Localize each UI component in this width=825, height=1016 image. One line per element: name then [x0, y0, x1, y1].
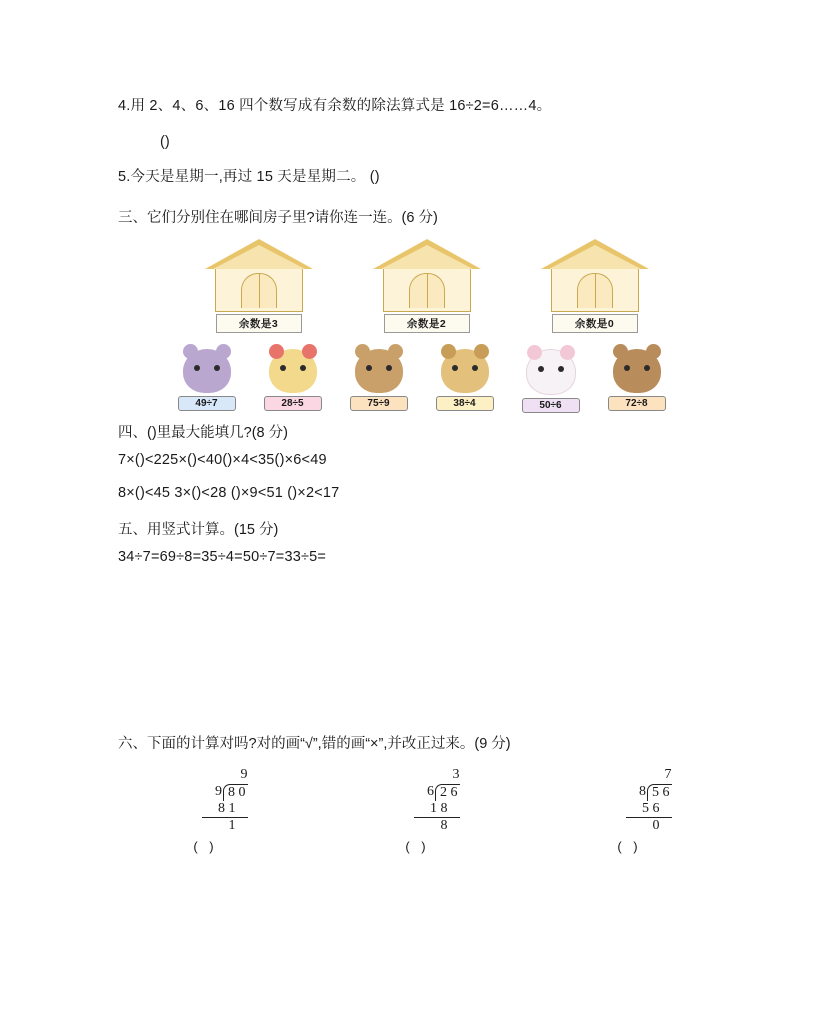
house-body-icon — [551, 269, 639, 312]
animal-expression: 38÷4 — [436, 396, 494, 411]
animal-expression: 28÷5 — [264, 396, 322, 411]
house-label: 余数是2 — [384, 314, 470, 333]
divisor: 8 — [639, 784, 646, 800]
section-5-row-1: 34÷7=69÷8=35÷4=50÷7=33÷5= — [118, 548, 327, 565]
work-space — [118, 582, 725, 732]
divisor: 9 — [215, 784, 222, 800]
vertical-problem — [164, 767, 256, 855]
quotient: 7 — [664, 766, 672, 782]
question-4: 4.用 2、4、6、16 四个数写成有余数的除法算式是 16÷2=6……4。 — [118, 98, 552, 114]
remainder: 1 — [228, 818, 236, 834]
monkey2-icon — [613, 349, 661, 393]
quotient: 9 — [240, 766, 248, 782]
animal-expression: 72÷8 — [608, 396, 666, 411]
house-body-icon — [215, 269, 303, 312]
subtrahend: 1 8 — [414, 801, 460, 818]
pig-icon — [183, 349, 231, 393]
dog-icon — [441, 349, 489, 393]
answer-blank[interactable]: ( ) — [193, 839, 218, 855]
subtrahend: 8 1 — [202, 801, 248, 818]
section-5-heading: 五、用竖式计算。(15 分) — [118, 521, 279, 538]
subtrahend: 5 6 — [626, 801, 672, 818]
house-door-icon — [241, 273, 277, 308]
section-4-row-2: 8×()<45 3×()<28 ()×9<51 ()×2<17 — [118, 484, 340, 501]
remainder: 0 — [652, 818, 660, 834]
animal-expression: 75÷9 — [350, 396, 408, 411]
quotient: 3 — [452, 766, 460, 782]
dividend: 5 6 — [647, 784, 672, 801]
sheep-icon — [526, 349, 576, 395]
section-3-heading: 三、它们分别住在哪间房子里?请你连一连。(6 分) — [118, 209, 438, 226]
animal-item[interactable] — [175, 349, 239, 413]
house-label: 余数是3 — [216, 314, 302, 333]
house-row — [118, 239, 725, 333]
animal-item[interactable] — [347, 349, 411, 413]
monkey-icon — [355, 349, 403, 393]
house-roof-icon — [373, 239, 481, 269]
matching-exercise — [118, 239, 725, 411]
animal-expression: 49÷7 — [178, 396, 236, 411]
dividend: 2 6 — [435, 784, 460, 801]
house-door-icon — [409, 273, 445, 308]
question-5: 5.今天是星期一,再过 15 天是星期二。 () — [118, 169, 380, 186]
animal-item[interactable] — [433, 349, 497, 413]
remainder: 8 — [440, 818, 448, 834]
house-item[interactable] — [373, 239, 481, 333]
vertical-problem — [376, 767, 468, 855]
chicken-icon — [269, 349, 317, 393]
divisor: 6 — [427, 784, 434, 800]
animal-expression: 50÷6 — [522, 398, 580, 413]
house-roof-icon — [541, 239, 649, 269]
house-item[interactable] — [541, 239, 649, 333]
answer-blank[interactable]: ( ) — [405, 839, 430, 855]
vertical-problems-row — [118, 767, 725, 855]
animal-item[interactable] — [261, 349, 325, 413]
question-4-blank: () — [160, 134, 170, 151]
answer-blank[interactable]: ( ) — [617, 839, 642, 855]
dividend: 8 0 — [223, 784, 248, 801]
house-label: 余数是0 — [552, 314, 638, 333]
house-body-icon — [383, 269, 471, 312]
animal-row — [118, 349, 725, 413]
house-roof-icon — [205, 239, 313, 269]
house-item[interactable] — [205, 239, 313, 333]
section-6-heading: 六、下面的计算对吗?对的画“√”,错的画“×”,并改正过来。(9 分) — [118, 735, 511, 752]
section-4-heading: 四、()里最大能填几?(8 分) — [118, 424, 288, 441]
vertical-problem — [588, 767, 680, 855]
section-4-row-1: 7×()<225×()<40()×4<35()×6<49 — [118, 451, 327, 468]
animal-item[interactable] — [605, 349, 669, 413]
house-door-icon — [577, 273, 613, 308]
animal-item[interactable] — [519, 349, 583, 413]
